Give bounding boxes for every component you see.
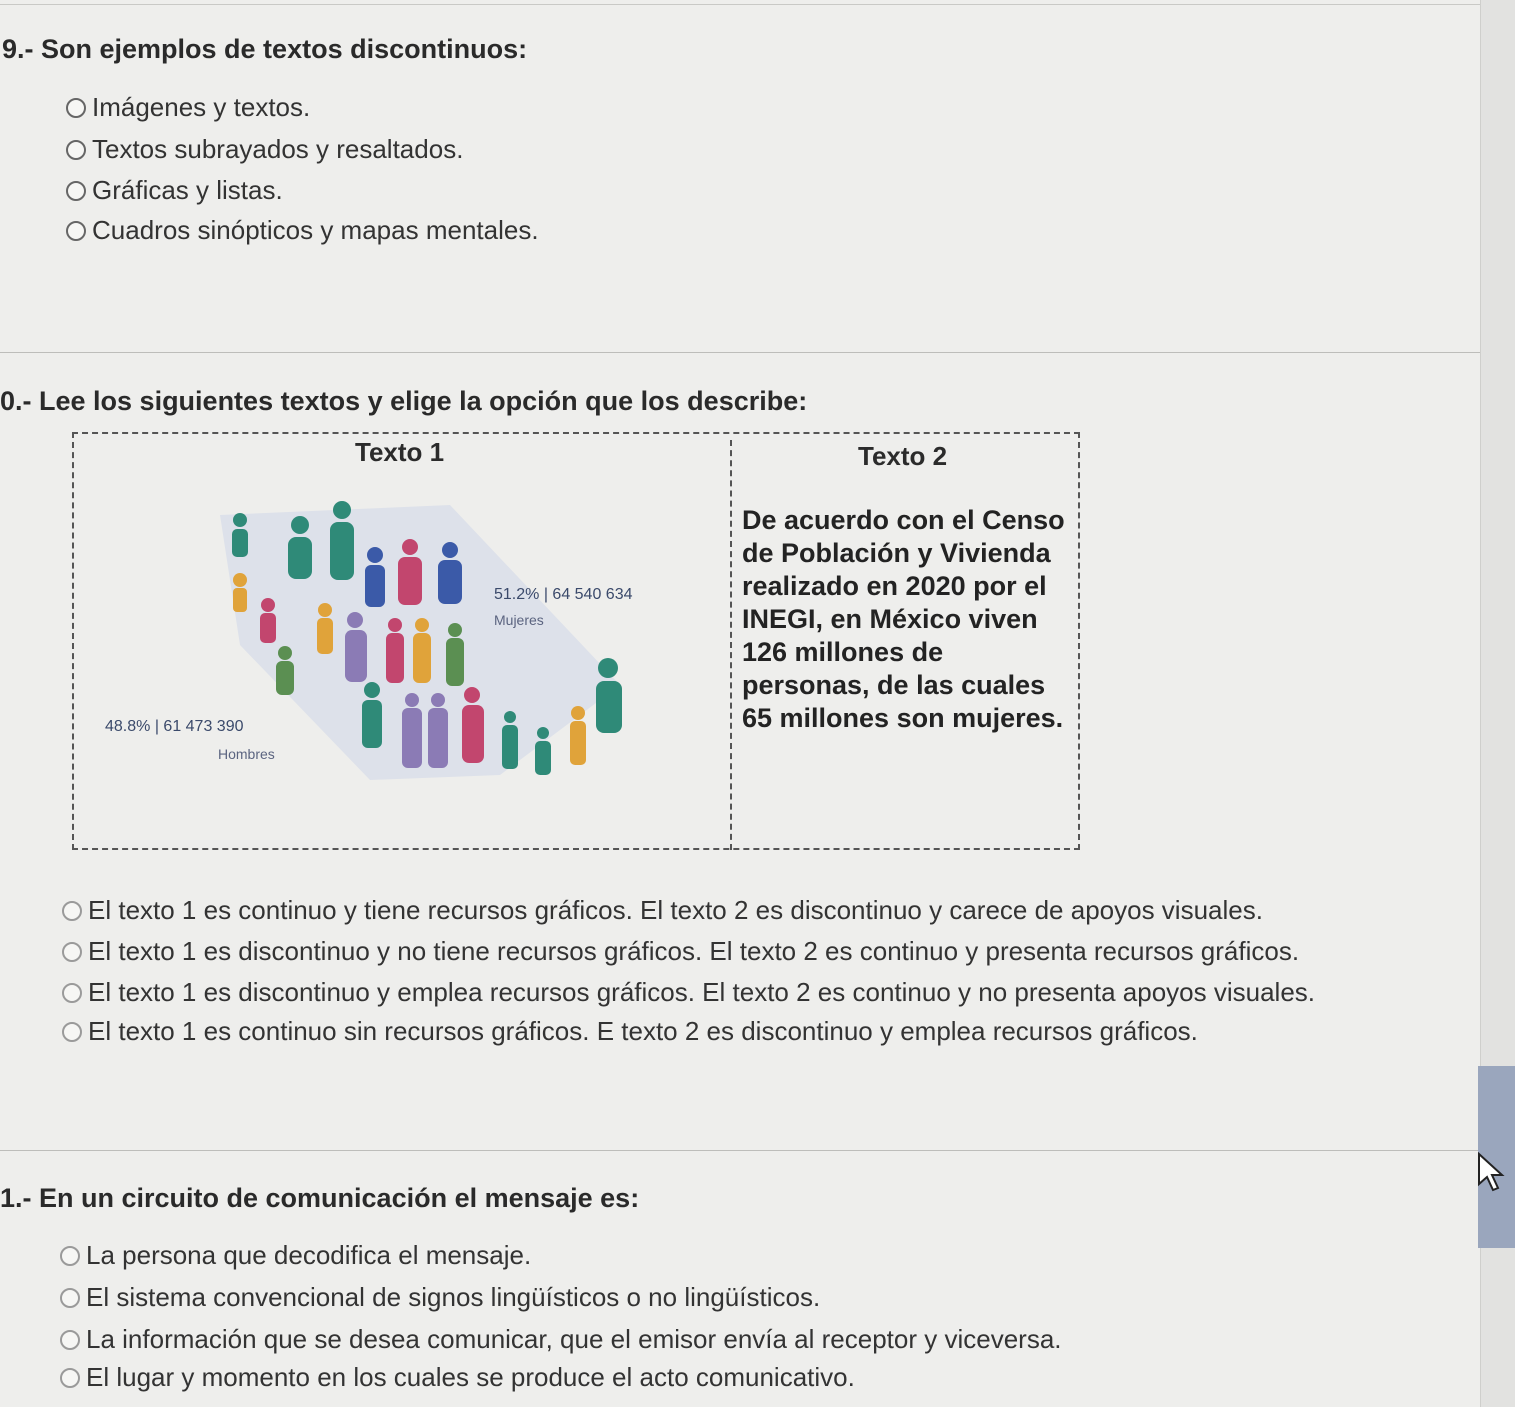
- option-label: La persona que decodifica el mensaje.: [86, 1240, 532, 1270]
- option-label: El texto 1 es discontinuo y emplea recursos gráficos. El texto 2 es continuo y no presenta apoyos visuales.: [88, 977, 1316, 1007]
- radio-button[interactable]: [62, 1022, 82, 1042]
- radio-button[interactable]: [66, 221, 86, 241]
- option-label: El lugar y momento en los cuales se produce el acto comunicativo.: [86, 1362, 855, 1392]
- person-icon: [570, 706, 586, 765]
- question-9-title: 9.- Son ejemplos de textos discontinuos:: [2, 34, 528, 64]
- person-icon: [260, 598, 276, 643]
- option-label: Textos subrayados y resaltados.: [92, 134, 464, 164]
- option-label: El texto 1 es discontinuo y no tiene recursos gráficos. El texto 2 es continuo y presenta recursos gráficos.: [88, 936, 1300, 966]
- q9-option-1[interactable]: [66, 92, 310, 123]
- question-10-title: 0.- Lee los siguientes textos y elige la opción que los describe:: [0, 386, 808, 416]
- q9-option-3[interactable]: [66, 175, 283, 206]
- option-label: El sistema convencional de signos lingüísticos o no lingüísticos.: [86, 1282, 821, 1312]
- q11-option-3[interactable]: [60, 1324, 1062, 1355]
- q10-option-1[interactable]: [62, 895, 1263, 926]
- question-11-title: 1.- En un circuito de comunicación el mensaje es:: [0, 1183, 640, 1213]
- radio-button[interactable]: [66, 181, 86, 201]
- men-stat: 48.8% | 61 473 390: [105, 718, 244, 735]
- person-icon: [232, 513, 248, 557]
- person-icon: [535, 727, 551, 775]
- option-label: El texto 1 es continuo sin recursos gráficos. E texto 2 es discontinuo y emplea recursos gráficos.: [88, 1016, 1198, 1046]
- option-label: La información que se desea comunicar, que el emisor envía al receptor y viceversa.: [86, 1324, 1062, 1354]
- section-divider: [0, 352, 1480, 353]
- option-label: Cuadros sinópticos y mapas mentales.: [92, 215, 539, 245]
- men-label: Hombres: [218, 746, 275, 762]
- mouse-cursor-icon: [1475, 1152, 1505, 1192]
- radio-button[interactable]: [62, 901, 82, 921]
- women-label: Mujeres: [494, 612, 544, 628]
- top-divider: [0, 4, 1480, 5]
- q9-option-2[interactable]: [66, 134, 463, 165]
- q10-option-3[interactable]: [62, 977, 1315, 1008]
- radio-button[interactable]: [66, 98, 86, 118]
- radio-button[interactable]: [60, 1246, 80, 1266]
- option-label: Imágenes y textos.: [92, 92, 311, 122]
- figure-separator: [730, 440, 732, 850]
- person-icon: [362, 682, 382, 748]
- radio-button[interactable]: [60, 1330, 80, 1350]
- radio-button[interactable]: [60, 1288, 80, 1308]
- q9-option-4[interactable]: [66, 215, 539, 246]
- person-icon: [330, 501, 354, 580]
- text-1-title: Texto 1: [355, 437, 445, 467]
- person-icon: [317, 603, 333, 654]
- radio-button[interactable]: [60, 1368, 80, 1388]
- person-icon: [365, 547, 385, 607]
- option-label: Gráficas y listas.: [92, 175, 283, 205]
- radio-button[interactable]: [66, 140, 86, 160]
- section-divider: [0, 1150, 1480, 1151]
- q11-option-1[interactable]: [60, 1240, 531, 1271]
- option-label: El texto 1 es continuo y tiene recursos gráficos. El texto 2 es discontinuo y carece de apoyos visuales.: [88, 895, 1263, 925]
- person-icon: [276, 646, 294, 695]
- person-icon: [413, 618, 431, 683]
- women-stat: 51.2% | 64 540 634: [494, 586, 633, 603]
- person-icon: [233, 573, 247, 612]
- person-icon: [596, 658, 622, 733]
- person-icon: [446, 623, 464, 686]
- person-icon: [288, 516, 312, 579]
- text-2-body: De acuerdo con el Censo de Población y Vivienda realizado en 2020 por el INEGI, en México viven 126 millones de personas, de las cuales 65 millones son mujeres.: [742, 505, 1065, 733]
- radio-button[interactable]: [62, 983, 82, 1003]
- person-icon: [386, 618, 404, 683]
- q10-option-2[interactable]: [62, 936, 1299, 967]
- q10-option-4[interactable]: [62, 1016, 1198, 1047]
- radio-button[interactable]: [62, 942, 82, 962]
- q11-option-2[interactable]: [60, 1282, 820, 1313]
- q11-option-4[interactable]: [60, 1362, 855, 1393]
- text-2-title: Texto 2: [858, 441, 948, 471]
